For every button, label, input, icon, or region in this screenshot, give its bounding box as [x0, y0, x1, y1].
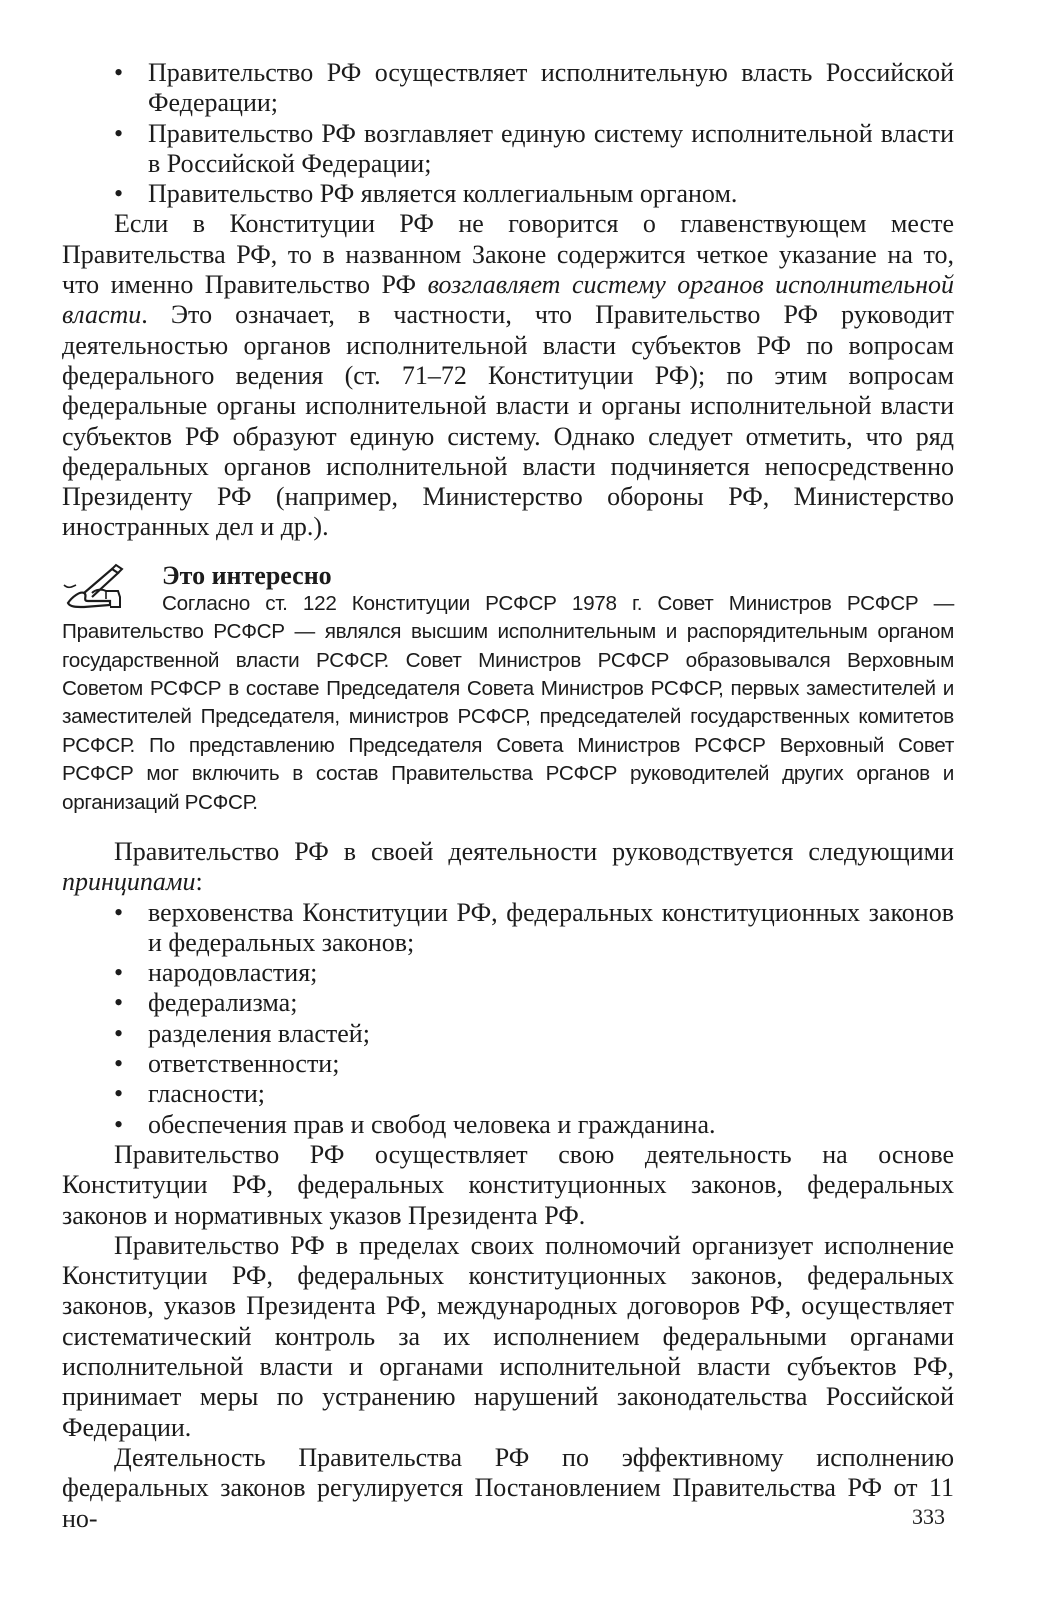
paragraph-federal-laws-execution: Деятельность Правительства РФ по эффективному исполнению федеральных законов регулируется Постановлением Правительства РФ от 11 но- [62, 1442, 954, 1533]
list-item: • ответственности; [62, 1049, 954, 1079]
paragraph-principles-intro: Правительство РФ в своей деятельности руководствуется следующими принципами: [62, 837, 954, 897]
list-item: • народовластия; [62, 958, 954, 988]
list-item: • верховенства Конституции РФ, федеральных конституционных законов и федеральных законов; [62, 898, 954, 959]
emphasis-text: возглавляет систему органов исполнительной власти [62, 270, 954, 330]
list-item: • федерализма; [62, 988, 954, 1018]
box-title: Это интересно [162, 560, 332, 590]
list-item: • Правительство РФ осуществляет исполнительную власть Российской Федерации; [62, 58, 954, 119]
list-item: • обеспечения прав и свобод человека и гражданина. [62, 1110, 954, 1140]
list-item: • Правительство РФ возглавляет единую систему исполнительной власти в Российской Федерации; [62, 119, 954, 180]
list-item: • разделения властей; [62, 1019, 954, 1049]
paragraph-legal-basis: Правительство РФ осуществляет свою деятельность на основе Конституции РФ, федеральных конституционных законов, федеральных законов и нормативных указов Президента РФ. [62, 1139, 954, 1230]
writing-hand-icon [62, 563, 132, 611]
page-number: 333 [912, 1504, 945, 1529]
list-item: • Правительство РФ является коллегиальным органом. [62, 179, 954, 209]
principles-bullet-list [62, 898, 954, 1140]
paragraph-government-heads-system: Если в Конституции РФ не говорится о главенствующем месте Правительства РФ, то в названном Законе содержится четкое указание на то, что именно Правительство РФ возглавляет систему органов исполнительной власти. Это означает, в частности, что Правительство РФ руководит деятельностью органов исполнительной власти субъектов РФ по вопросам федерального ведения (ст. 71–72 Конституции РФ); по этим вопросам федеральные органы исполнительной власти и органы исполнительной власти субъектов РФ образуют единую систему. Однако следует отметить, что ряд федеральных органов исполнительной власти подчиняется непосредственно Президенту РФ (например, Министерство обороны РФ, Министерство иностранных дел и др.). [62, 209, 954, 542]
page-content [62, 58, 954, 1534]
list-item: • гласности; [62, 1079, 954, 1109]
intro-bullet-list [62, 58, 954, 209]
interesting-fact-box [62, 561, 954, 817]
paragraph-execution-control: Правительство РФ в пределах своих полномочий организует исполнение Конституции РФ, федеральных конституционных законов, федеральных законов, указов Президента РФ, международных договоров РФ, осуществляет систематический контроль за их исполнением федеральными органами исполнительной власти и органами исполнительной власти субъектов РФ, принимает меры по устранению нарушений законодательства Российской Федерации. [62, 1230, 954, 1442]
box-text: Согласно ст. 122 Конституции РСФСР 1978 г. Совет Министров РСФСР — Правительство РСФСР — являлся высшим исполнительным и распорядительным органом государственной власти РСФСР. Совет Министров РСФСР образовывался Верховным Советом РСФСР в составе Председателя Совета Министров РСФСР, первых заместителей и заместителей Председателя, министров РСФСР, председателей государственных комитетов РСФСР. По представлению Председателя Совета Министров РСФСР Верховный Совет РСФСР мог включить в состав Правительства РСФСР руководителей других органов и организаций РСФСР. [62, 591, 954, 814]
emphasis-text: принципами [62, 867, 196, 897]
